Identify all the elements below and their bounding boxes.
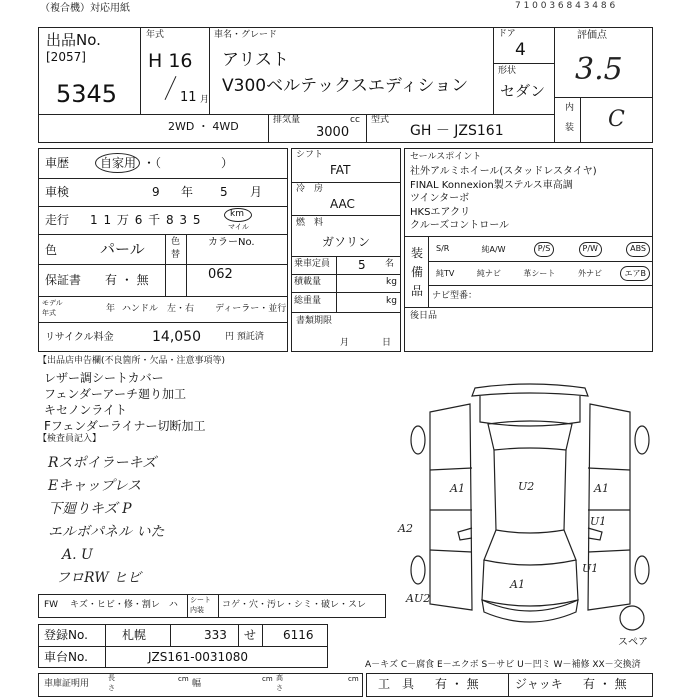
chassis-label: 車台No. <box>44 650 88 664</box>
seller-note-item: フェンダーアーチ廻り加工 <box>44 387 186 401</box>
gross-label: 総重量 <box>294 296 322 306</box>
inspector-note-line: フロRW ヒビ <box>56 570 142 586</box>
seller-notes-label: 【出品店申告欄(不良箇所・欠品・注意事項等) <box>38 356 226 366</box>
model-label: 型式 <box>371 115 390 125</box>
displacement-label: 排気量 <box>273 115 301 125</box>
mileage-unit-km: km <box>230 209 244 219</box>
wheel-fl <box>411 556 425 584</box>
body-value: セダン <box>500 82 546 100</box>
history-label: 車歴 <box>45 156 70 170</box>
equipment-label-3: 品 <box>411 284 424 298</box>
drive-options: 2WD ・ 4WD <box>168 120 239 133</box>
mileage-unit-mile: マイル <box>228 223 249 231</box>
deadline-day: 日 <box>382 338 392 348</box>
color-value: パール <box>100 240 145 258</box>
equipment-label-1: 装 <box>411 246 424 260</box>
sales-point-item: クルーズコントロール <box>410 220 509 231</box>
interior-label-2: 装 <box>565 123 575 133</box>
sales-point-item: ツインターボ <box>410 193 470 204</box>
history-value: 自家用 <box>100 156 137 170</box>
spare-label: スペア <box>618 637 648 648</box>
model-year-unit: 年 <box>106 304 116 314</box>
rear-spoiler <box>472 384 588 396</box>
car-grade: V300ベルテックスエディション <box>222 76 469 96</box>
model-value: GH － JZS161 <box>410 123 504 139</box>
fuel-value: ガソリン <box>322 235 371 249</box>
gross-unit: kg <box>386 296 397 306</box>
damage-mark: AU2 <box>406 592 431 605</box>
mirror-right <box>588 528 602 540</box>
seat-items: コゲ・穴・汚レ・シミ・破レ・スレ <box>222 600 367 610</box>
month-value: 11 <box>180 90 197 105</box>
equipment-ps: P/S <box>534 242 555 257</box>
seller-note-item: レザー調シートカバー <box>44 371 164 385</box>
seller-note-item: Fフェンダーライナー切断加工 <box>44 419 206 433</box>
displacement-unit: cc <box>350 115 360 125</box>
lot-small-no: [2057] <box>46 50 86 64</box>
damage-mark: U1 <box>590 515 607 528</box>
spare-tire <box>620 606 644 630</box>
inspector-note-line: Rスポイラーキズ <box>48 455 157 471</box>
fw-label: FW <box>44 600 59 610</box>
displacement-value: 3000 <box>316 125 350 140</box>
history-rest: ・（ ） <box>143 156 234 170</box>
damage-mark: U1 <box>582 562 599 575</box>
mileage-value: 1 1 万 6 千 8 3 5 <box>90 213 202 227</box>
shift-value: FAT <box>330 163 351 177</box>
certificate-label: 車庫証明用 <box>44 679 90 689</box>
jack-label: ジャッキ <box>515 677 563 691</box>
inspector-notes-list <box>48 452 164 590</box>
damage-mark: A1 <box>510 578 525 591</box>
equipment-abs: ABS <box>626 242 650 257</box>
body-label: 形状 <box>498 66 517 76</box>
after-install-label: 後日品 <box>410 311 438 321</box>
registration-kana: せ <box>244 628 257 642</box>
equipment-aw: 純A/W <box>481 245 506 254</box>
interior-value: C <box>608 107 625 132</box>
ac-label: 冷 房 <box>296 184 324 194</box>
color-change-label-2: 替 <box>171 250 181 260</box>
fw-items: キズ・ヒビ・修・割レ ハ <box>70 600 178 610</box>
registration-class: 333 <box>204 628 227 642</box>
cert-height-1: 高 <box>276 674 283 682</box>
capacity-unit: 名 <box>385 259 395 269</box>
car-damage-diagram <box>400 360 660 660</box>
sales-points-list <box>410 165 597 233</box>
seat-label-2: 内装 <box>190 606 204 614</box>
lot-number: 5345 <box>56 80 118 108</box>
damage-mark: A1 <box>450 482 465 495</box>
equipment-sr: S/R <box>436 244 450 253</box>
sales-point-item: 社外アルミホイール(スタッドレスタイヤ) <box>410 166 597 177</box>
chassis-value: JZS161-0031080 <box>148 650 249 664</box>
cert-length-1: 長 <box>108 674 115 682</box>
doors-label: ドア <box>498 29 516 39</box>
model-year-label-2: 年式 <box>42 309 56 317</box>
capacity-label: 乗車定員 <box>294 259 331 269</box>
equipment-row-2 <box>432 266 650 281</box>
equipment-pw: P/W <box>579 242 602 257</box>
inspector-note-line: A. U <box>62 547 93 563</box>
recycle-label: リサイクル料金 <box>45 332 114 343</box>
recycle-unit: 円 預託済 <box>225 332 264 342</box>
sales-point-item: FINAL Konnexion製ステルス車高調 <box>410 179 573 191</box>
compat-label: （複合機）対応用紙 <box>40 3 130 14</box>
damage-mark: A1 <box>594 482 609 495</box>
rear-window <box>488 421 572 450</box>
registration-number: 6116 <box>283 628 314 642</box>
handle-options: ハンドル 左・右 <box>122 304 195 314</box>
mirror-left <box>458 528 472 540</box>
car-name-label: 車名・グレード <box>214 30 278 40</box>
right-side <box>588 404 630 610</box>
navi-model-label: ナビ型番： <box>432 291 478 301</box>
damage-mark: A2 <box>398 522 413 535</box>
cert-width-unit: cm <box>262 675 273 683</box>
load-unit: kg <box>386 277 397 287</box>
equipment-leather: 革シート <box>523 269 556 278</box>
tools-value: 有 ・ 無 <box>435 677 479 691</box>
interior-label-1: 内 <box>565 103 575 113</box>
cert-height-unit: cm <box>348 675 359 683</box>
sales-point-item: HKSエアクリ <box>410 206 471 218</box>
equipment-airbag: エアB <box>620 266 650 281</box>
capacity-value: 5 <box>358 258 366 272</box>
equipment-row-1 <box>432 242 650 257</box>
damage-mark: U2 <box>518 480 535 493</box>
doors-value: 4 <box>515 40 526 60</box>
inspection-year-unit: 年 <box>181 185 194 199</box>
fuel-label: 燃 料 <box>296 218 324 228</box>
cert-length-unit: cm <box>178 675 189 683</box>
damage-legend: A－キズ C－腐食 E－エクボ S－サビ U－凹ミ W－補修 XX－交換済 <box>365 660 641 670</box>
wheel-rr <box>635 426 649 454</box>
jack-value: 有 ・ 無 <box>583 677 627 691</box>
cert-width: 幅 <box>192 679 202 689</box>
colorno-value: 062 <box>208 267 233 282</box>
inspector-note-line: エルボパネル いた <box>48 524 165 540</box>
deadline-label: 書類期限 <box>296 316 333 326</box>
recycle-value: 14,050 <box>152 329 201 345</box>
score-label: 評価点 <box>577 30 607 41</box>
seller-note-item: キセノンライト <box>44 403 128 417</box>
wheel-rl <box>411 426 425 454</box>
lot-label: 出品No. <box>46 31 101 49</box>
colorno-label: カラーNo. <box>208 237 255 248</box>
registration-place: 札幌 <box>122 628 147 642</box>
front-window <box>484 530 576 565</box>
inspection-year: 9 <box>152 185 160 199</box>
ac-value: AAC <box>330 197 355 211</box>
deadline-month: 月 <box>340 338 350 348</box>
cert-height-2: さ <box>276 684 283 692</box>
color-label: 色 <box>45 243 58 257</box>
left-side <box>430 404 472 610</box>
inspection-label: 車検 <box>45 185 70 199</box>
inspection-month: 5 <box>220 185 228 199</box>
cert-length-2: さ <box>108 684 115 692</box>
equipment-navi: 純ナビ <box>476 269 501 278</box>
equipment-tv: 純TV <box>436 269 455 278</box>
month-unit: 月 <box>200 95 210 105</box>
year-label: 年式 <box>146 30 165 40</box>
inspector-note-line: 下廻りキズ P <box>48 501 132 517</box>
seat-label-1: シート <box>190 596 211 604</box>
mileage-label: 走行 <box>45 213 70 227</box>
model-year-label-1: モデル <box>42 299 63 307</box>
shift-label: シフト <box>296 150 324 160</box>
inspector-notes-label: 【検査員記入】 <box>38 434 102 444</box>
color-change-label-1: 色 <box>171 237 181 247</box>
inspector-note-line: Eキャップレス <box>48 478 142 494</box>
equipment-label-2: 備 <box>411 265 424 279</box>
inspection-month-unit: 月 <box>250 185 263 199</box>
equipment-ext-navi: 外ナビ <box>577 269 602 278</box>
score-value: 3.5 <box>575 52 623 87</box>
warranty-label: 保証書 <box>45 273 82 287</box>
tools-label: 工 具 <box>378 677 415 691</box>
dealer-options: ディーラー・並行 <box>215 304 287 314</box>
wheel-fr <box>635 556 649 584</box>
load-label: 積載量 <box>294 277 322 287</box>
seller-notes-list <box>44 370 205 434</box>
top-code: 7 1 0 0 3 6 8 4 3 4 8 6 <box>515 1 616 11</box>
registration-label: 登録No. <box>44 628 88 642</box>
year-value: H 16 <box>148 50 193 72</box>
warranty-value: 有 ・ 無 <box>105 273 149 287</box>
hood <box>482 560 578 606</box>
car-name: アリスト <box>222 50 289 70</box>
sales-points-label: セールスポイント <box>410 152 482 162</box>
